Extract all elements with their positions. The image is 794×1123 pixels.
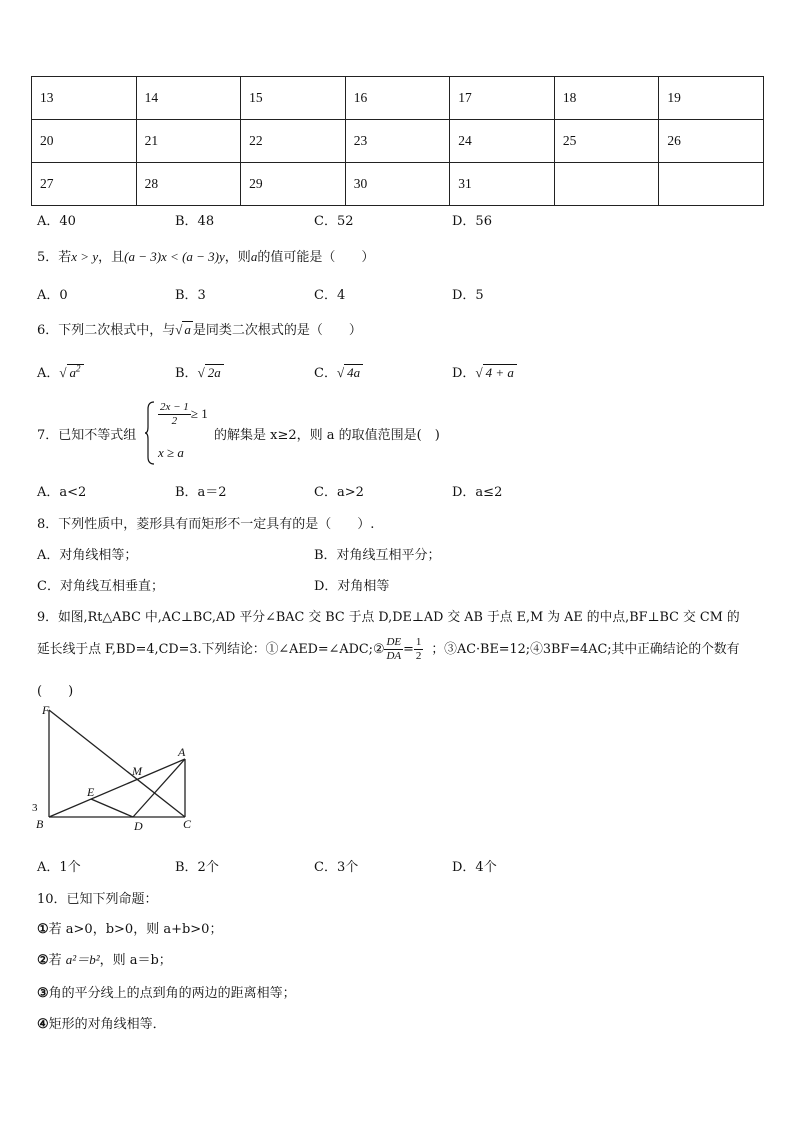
segment-ba [49,759,185,817]
q7-option-b[interactable]: B．a＝2 [175,485,227,500]
q5-condition-1: x > y [71,249,99,264]
table-cell: 20 [32,120,137,163]
q9-frac1-denominator: DA [386,650,402,662]
table-cell: 28 [136,163,241,206]
label-e: E [87,785,95,799]
q5-option-b[interactable]: B．3 [175,288,206,303]
q9-geometry-figure [30,700,205,838]
q6-radicand: 2a [205,364,224,380]
q9-line-1: 9．如图,Rt△ABC 中,AC⊥BC,AD 平分∠BAC 交 BC 于点 D,DE⊥AD 交 AB 于点 E,M 为 AE 的中点,BF⊥BC 交 CM 的 [37,610,740,625]
q6-radicand: 4a [344,364,363,380]
table-row [32,77,764,120]
table-cell: 23 [345,120,450,163]
label-a: A [178,745,186,759]
q5-variable: a [250,249,258,264]
q5-option-a[interactable]: A．0 [37,288,68,303]
table-cell: 27 [32,163,137,206]
q6-option-label: B． [175,366,198,381]
table-cell: 19 [659,77,764,120]
q10-item-2 [37,949,172,968]
q5-stem [37,246,374,265]
q9-text: ；③AC·BE=12;④3BF=4AC;其中正确结论的个数有 [431,642,740,657]
q10-item-1 [37,918,222,937]
q9-option-b[interactable]: B．2个 [175,860,219,875]
q10-item-4 [37,1013,166,1032]
q10-item-text: ，则 a＝b； [99,953,172,968]
q4-option-c[interactable]: C．52 [314,214,354,229]
q6-option-d[interactable]: D．√ 4 + a [452,362,517,381]
label-m: M [132,764,142,778]
q5-text: 5．若 [37,250,72,265]
table-cell: 29 [241,163,346,206]
q9-option-c[interactable]: C．3个 [314,860,359,875]
q9-equals: = [403,642,414,657]
q6-radicand: a [184,322,191,337]
table-cell: 18 [554,77,659,120]
q10-item-marker: ② [37,953,49,968]
q8-option-c[interactable]: C．对角线互相垂直； [37,579,164,594]
q8-option-a[interactable]: A．对角线相等； [37,548,138,563]
q10-item-math: a²＝b² [65,952,100,967]
q6-radical: √ a [175,322,191,337]
label-c: C [183,817,192,831]
q6-option-label: D． [452,366,476,381]
q4-option-b[interactable]: B．48 [175,214,215,229]
q6-text: 是同类二次根式的是（ ） [192,323,362,338]
q6-radicand: a [69,365,77,380]
q7-prefix: 7．已知不等式组 [37,428,137,443]
q8-stem: 8．下列性质中，菱形具有而矩形不一定具有的是（ ）. [37,517,375,532]
q6-exponent: 2 [76,363,81,374]
q6-text: 6．下列二次根式中，与 [37,323,176,338]
q5-condition-2: (a − 3)x < (a − 3)y [124,249,225,264]
q9-line-3: ( ) [37,684,74,699]
table-cell: 24 [450,120,555,163]
q7-option-a[interactable]: A．a<2 [37,485,87,500]
table-cell: 15 [241,77,346,120]
calendar-table [31,76,764,206]
q10-item-3 [37,982,296,1001]
table-cell: 26 [659,120,764,163]
q6-option-b[interactable]: B．√ 2a [175,362,224,381]
q7-ineq-rest: ≥ 1 [190,406,208,421]
table-cell: 25 [554,120,659,163]
table-row [32,120,764,163]
q6-option-a[interactable]: A．√ $a^2$ [37,362,84,381]
q6-option-label: C． [314,366,337,381]
q5-text: 的值可能是（ ） [257,250,375,265]
q9-line-2 [37,636,740,663]
label-b: B [36,817,44,831]
q7-brace-icon [144,401,156,465]
q5-option-c[interactable]: C．4 [314,288,346,303]
q6-stem [37,319,362,338]
q5-text: ，且 [98,250,125,265]
q6-option-label: A． [37,366,60,381]
q4-option-d[interactable]: D．56 [452,214,492,229]
q10-item-marker: ④ [37,1017,49,1032]
q7-suffix: 的解集是 x≥2，则 a 的取值范围是( ) [214,428,440,443]
table-cell: 30 [345,163,450,206]
label-side: 3 [32,802,38,814]
q10-item-text: 角的平分线上的点到角的两边的距离相等； [48,986,296,1001]
q9-option-d[interactable]: D．4个 [452,860,497,875]
q10-item-text: 若 a>0，b>0，则 a+b>0； [48,922,223,937]
q9-frac1-numerator: DE [386,636,402,648]
table-cell: 16 [345,77,450,120]
q10-stem: 10．已知下列命题： [37,892,158,907]
q7-inequality-1 [158,401,208,428]
q7-option-c[interactable]: C．a>2 [314,485,364,500]
q8-option-d[interactable]: D．对角相等 [314,579,390,594]
table-cell [554,163,659,206]
q5-text: ，则 [224,250,251,265]
q7-frac-numerator: 2x − 1 [160,401,189,413]
table-cell [659,163,764,206]
q9-frac2-denominator: 2 [415,650,422,662]
table-row [32,163,764,206]
q10-item-marker: ① [37,922,49,937]
q10-item-text: 若 [48,953,66,968]
table-cell: 14 [136,77,241,120]
q4-option-a[interactable]: A．40 [37,214,76,229]
q6-radicand: 4 + a [483,364,517,380]
label-f: F [42,703,50,717]
q9-frac2-numerator: 1 [415,636,422,648]
q10-item-text: 矩形的对角线相等． [48,1017,166,1032]
table-cell: 22 [241,120,346,163]
q6-option-c[interactable]: C．√ 4a [314,362,363,381]
q7-option-d[interactable]: D．a≤2 [452,485,503,500]
q8-option-b[interactable]: B．对角线互相平分； [314,548,441,563]
label-d: D [134,819,143,833]
q7-inequality-2: x ≥ a [158,445,184,460]
table-cell: 17 [450,77,555,120]
q5-option-d[interactable]: D．5 [452,288,484,303]
q9-text: 延长线于点 F,BD=4,CD=3.下列结论：①∠AED=∠ADC;② [37,642,385,657]
q10-item-marker: ③ [37,986,49,1001]
table-cell: 31 [450,163,555,206]
q9-option-a[interactable]: A．1个 [37,860,81,875]
segment-ed [91,799,133,817]
table-cell: 13 [32,77,137,120]
table-cell: 21 [136,120,241,163]
segment-fc [49,710,185,817]
q7-frac-denominator: 2 [171,415,178,427]
